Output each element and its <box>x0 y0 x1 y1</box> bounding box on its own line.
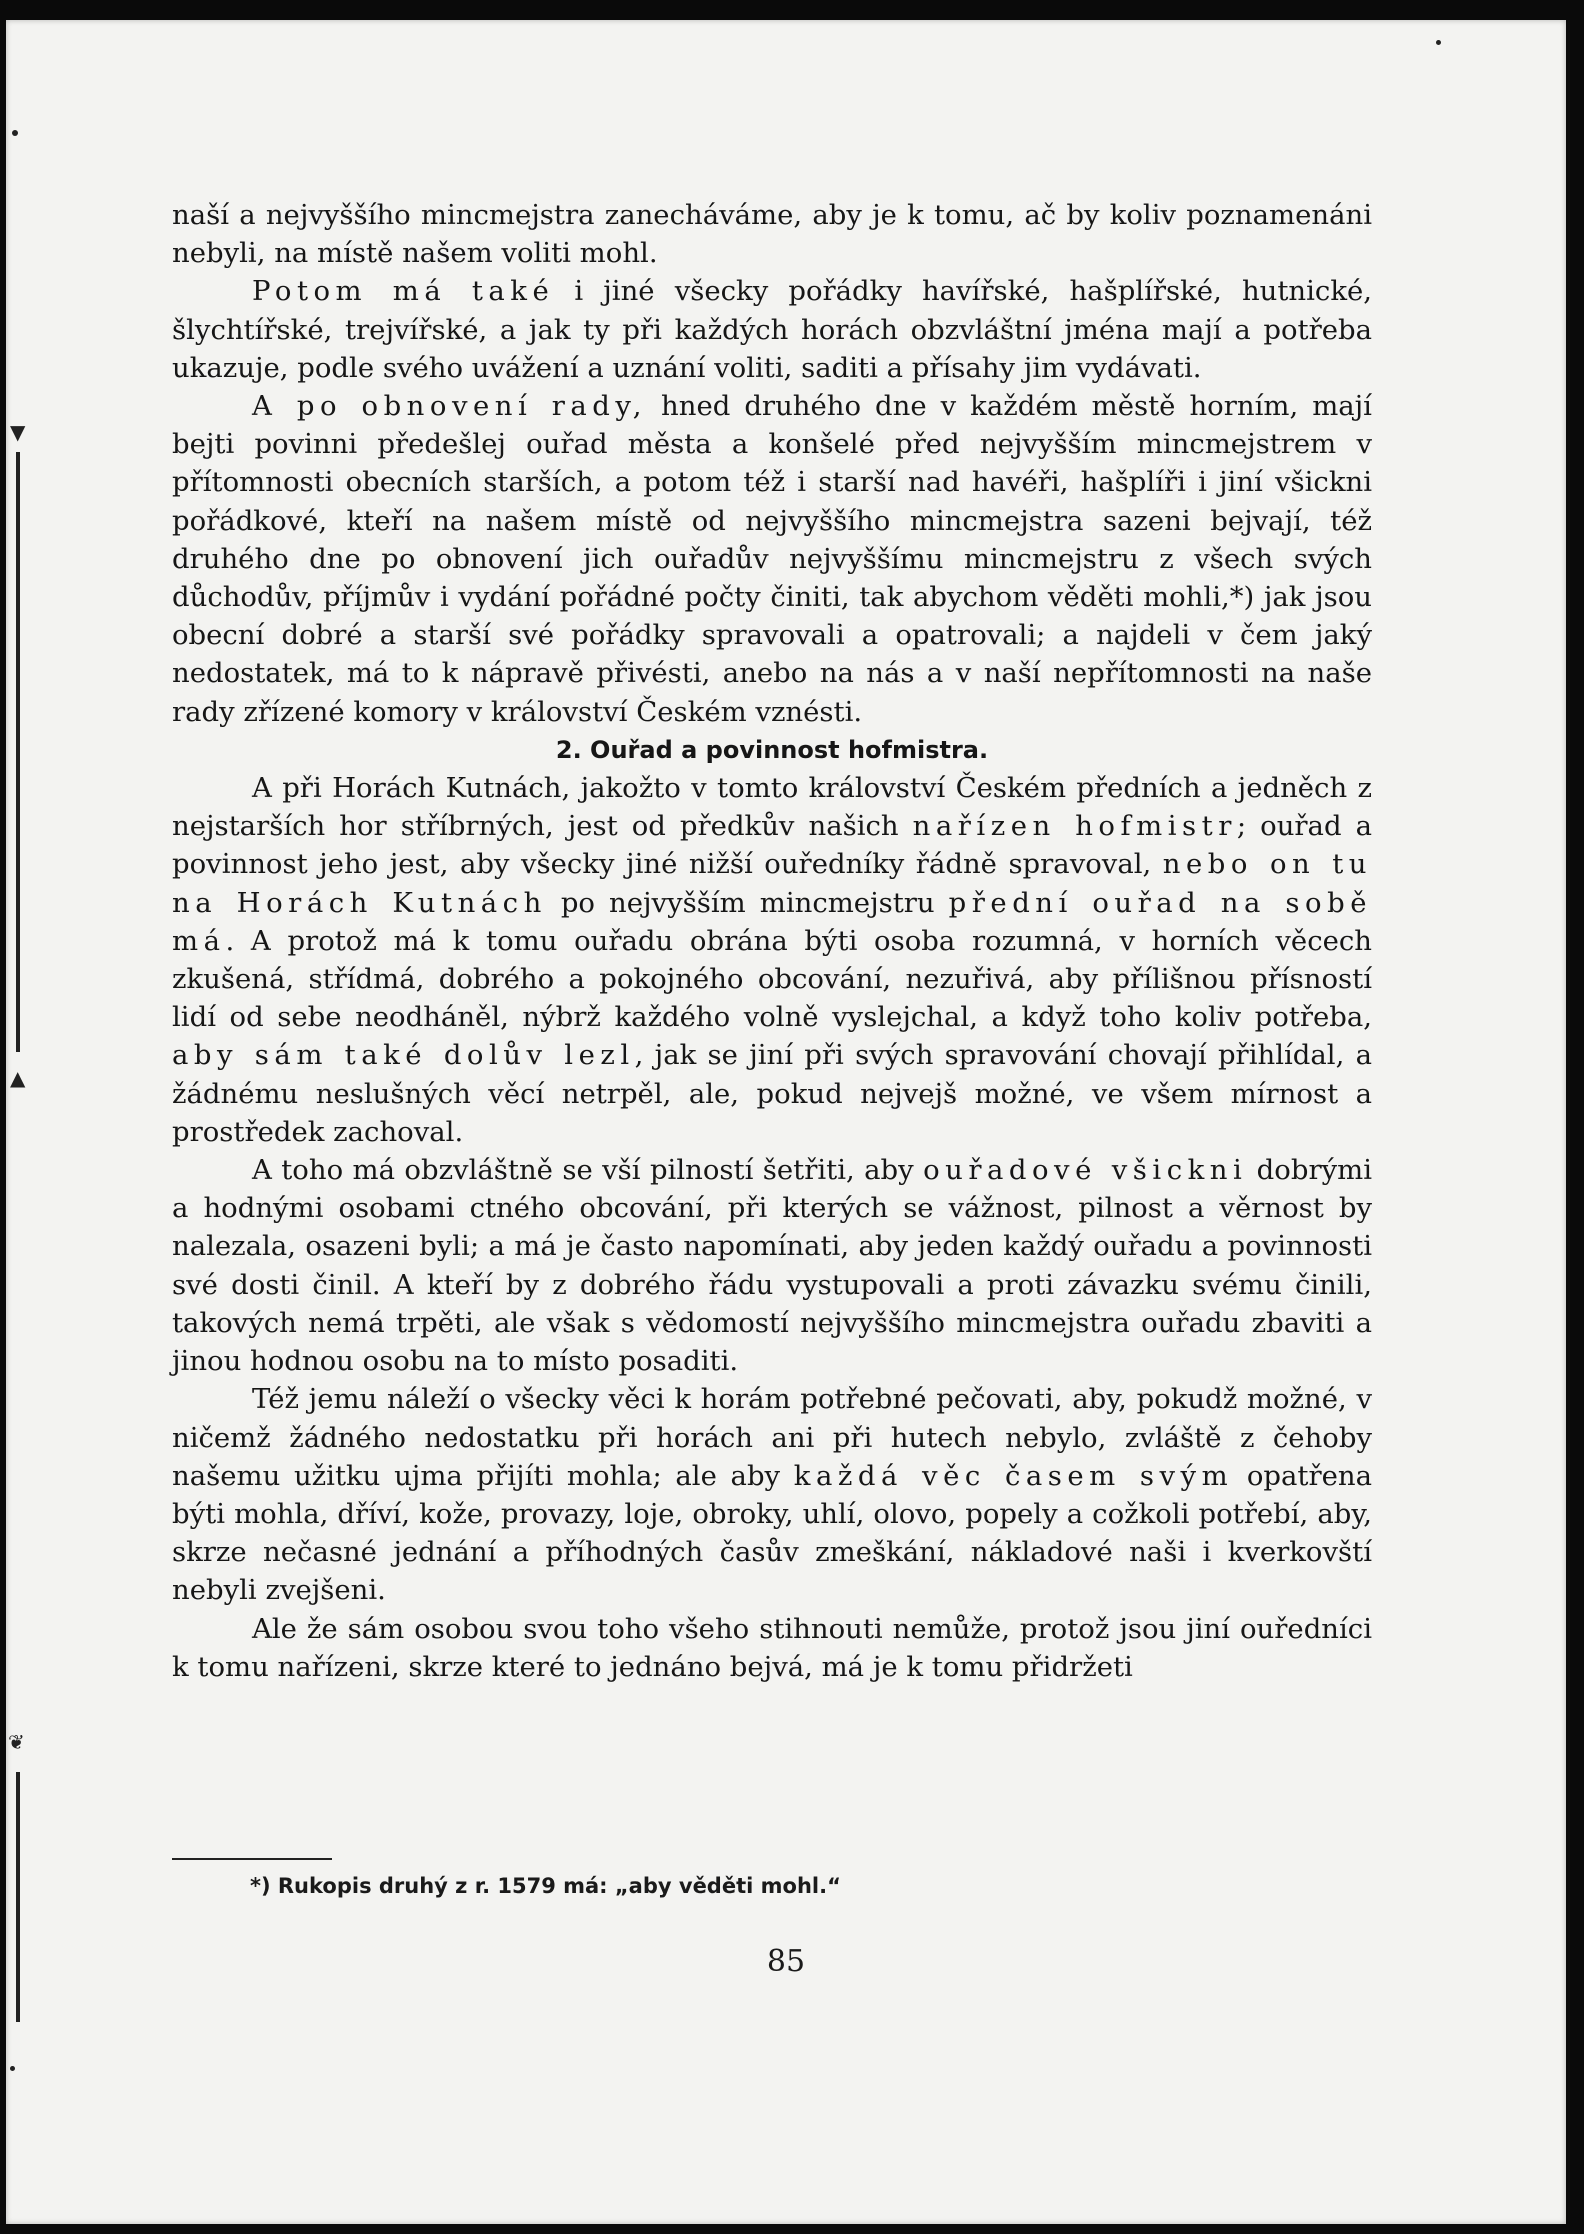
paragraph: Ale že sám osobou svou toho všeho stihnouti nemůže, protož jsou jiní ouředníci k tomu nařízeni, skrze které to jednáno bejvá, má je k tomu přidržeti <box>172 1612 1372 1683</box>
paragraph: A toho má obzvláštně se vší pilností šetřiti, aby ouřadové všickni dobrými a hodnými osobami ctného obcování, při kterých se vážnost, pilnost a věrnost by nalezala, osazeni byli; a má je často napomínati, aby jeden každý ouřadu a povinnosti své dosti činil. A kteří by z dobrého řádu vystupovali a proti závazku svému činili, takových nemá trpěti, ale však s vědomostí nejvyššího mincmejstra ouřadu zbaviti a jinou hodnou osobu na to místo posaditi. <box>172 1154 1372 1378</box>
paragraph: Potom má také i jiné všecky pořádky havířské, hašplířské, hutnické, šlychtířské, trejvířské, a jak ty při každých horách obzvláštní jména mají a potřeba ukazuje, podle svého uvážení a uznání voliti, saditi a přísahy jim vydávati. <box>172 275 1373 384</box>
main-text <box>172 196 1372 1686</box>
section-heading: 2. Ouřad a povinnost hofmistra. <box>555 735 989 764</box>
spaced-emphasis: nařízen hofmistr <box>912 810 1237 843</box>
page-number: 85 <box>766 1944 806 1979</box>
margin-bracket-line <box>16 452 20 1052</box>
margin-pointer-icon: ▼ <box>10 420 26 444</box>
spaced-emphasis: A po obnovení rady, <box>252 390 648 423</box>
spaced-emphasis: nebo on tu na Horách Kutnách <box>172 848 1372 919</box>
footnote: *) Rukopis druhý z r. 1579 má: „aby věděti mohl.“ <box>250 1874 841 1898</box>
margin-dot <box>12 130 18 136</box>
spaced-emphasis: aby sám také dolův lezl <box>172 1039 635 1072</box>
margin-bracket-line <box>16 1772 20 2022</box>
spaced-emphasis: každá věc časem svým <box>793 1459 1234 1492</box>
book-page <box>6 20 1566 2224</box>
margin-pointer-icon: ▲ <box>10 1066 26 1090</box>
spaced-emphasis: Potom má také <box>252 275 555 308</box>
spaced-emphasis: přední ouřad na sobě má <box>172 886 1372 957</box>
paragraph: A po obnovení rady, hned druhého dne v každém městě horním, mají bejti povinni předešlej ouřad města a konšelé před nejvyšším mincmejstrem v přítomnosti obecních starších, a potom též i starší nad havéři, hašplíři i jiní všickni pořádkové, kteří na našem místě od nejvyššího mincmejstra sazeni bejvají, též druhého dne po obnovení jich ouřadův nejvyššímu mincmejstru z všech svých důchodův, příjmův i vydání pořádné počty činiti, tak abychom věděti mohli,*) jak jsou obecní dobré a starší své pořádky spravovali a opatrovali; a najdeli v čem jaký nedostatek, má to k nápravě přivésti, anebo na nás a v naší nepřítomnosti na naše rady zřízené komory v království Českém vznésti. <box>172 390 1372 728</box>
spaced-emphasis: ouřadové všickni <box>923 1154 1248 1187</box>
paragraph: naší a nejvyššího mincmejstra zanecháváme, aby je k tomu, ač by koliv poznamenáni nebyli, na místě našem voliti mohl. <box>172 199 1372 270</box>
margin-dot <box>1436 40 1441 45</box>
margin-ornament-icon: ❦ <box>8 1730 25 1754</box>
footnote-rule <box>172 1858 332 1860</box>
margin-dot <box>10 2066 15 2071</box>
paragraph: Též jemu náleží o všecky věci k horám potřebné pečovati, aby, pokudž možné, v ničemž žádného nedostatku při horách ani při hutech nebylo, zvláště z čehoby našemu užitku ujma přijíti mohla; ale aby každá věc časem svým opatřena býti mohla, dříví, kože, provazy, loje, obroky, uhlí, olovo, popely a cožkoli potřebí, aby, skrze nečasné jednání a příhodných časův zmeškání, nákladové naši i kverkovští nebyli zvejšeni. <box>172 1383 1372 1607</box>
paragraph: A při Horách Kutnách, jakožto v tomto království Českém předních a jedněch z nejstarších hor stříbrných, jest od předkův našich nařízen hofmistr; ouřad a povinnost jeho jest, aby všecky jiné nižší ouředníky řádně spravoval, nebo on tu na Horách Kutnách po nejvyšším mincmejstru přední ouřad na sobě má. A protož má k tomu ouřadu obrána býti osoba rozumná, v horních věcech zkušená, střídmá, dobrého a pokojného obcování, nezuřivá, aby přílišnou přísností lidí od sebe neodháněl, nýbrž každého volně vyslejchal, a když toho koliv potřeba, aby sám také dolův lezl, jak se jiní při svých spravování chovají přihlídal, a žádnému neslušných věcí netrpěl, ale, pokud nejvejš možné, ve všem mírnost a prostředek zachoval. <box>172 772 1372 1148</box>
